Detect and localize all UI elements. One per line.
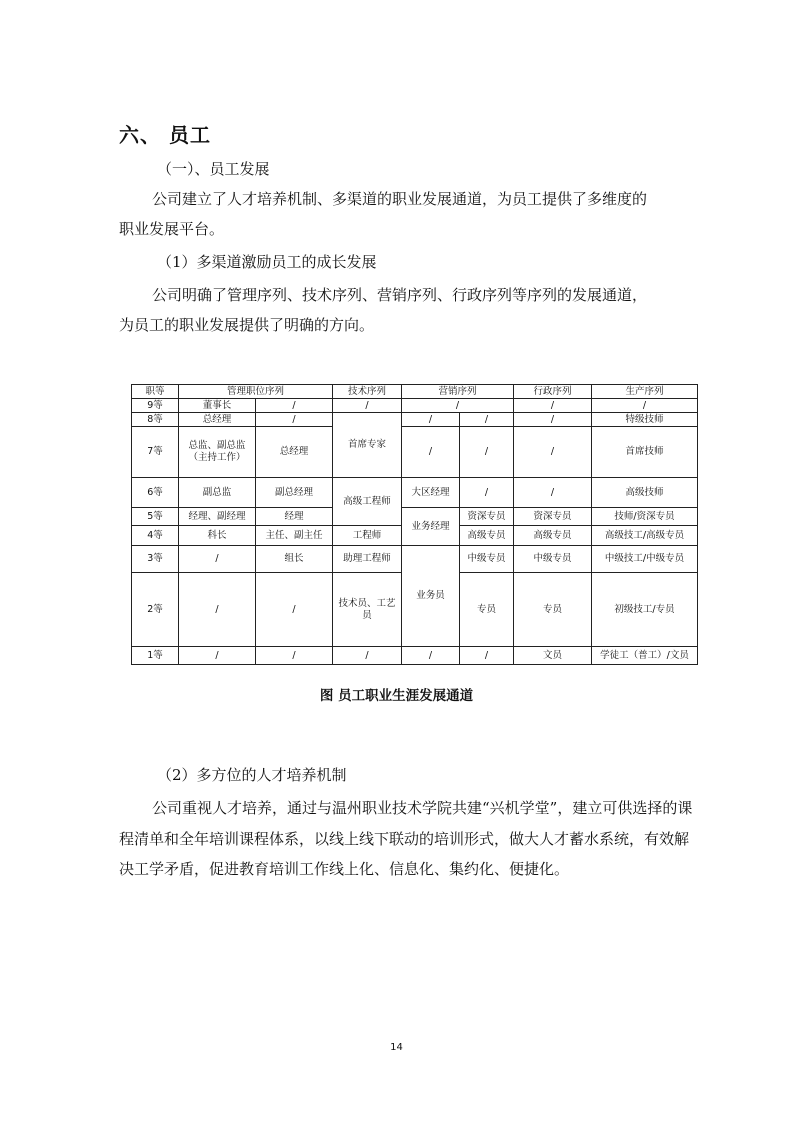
table-cell: 首席技师 <box>592 427 698 478</box>
table-cell: 副总监 <box>179 478 256 508</box>
table-cell: / <box>333 647 402 665</box>
grade-cell: 2等 <box>132 573 179 647</box>
grade-cell: 1等 <box>132 647 179 665</box>
table-cell: 主任、副主任 <box>256 526 333 546</box>
table-cell: / <box>592 399 698 413</box>
table-cell: 科长 <box>179 526 256 546</box>
paragraph-1-line-2: 职业发展平台。 <box>119 220 225 238</box>
table-row <box>132 546 698 573</box>
paragraph-3-line-1: 公司重视人才培养，通过与温州职业技术学院共建“兴机学堂”，建立可供选择的课 <box>152 799 693 817</box>
table-cell: / <box>402 399 514 413</box>
table-cell: / <box>179 573 256 647</box>
grade-cell: 7等 <box>132 427 179 478</box>
table-cell: / <box>179 647 256 665</box>
grade-cell: 3等 <box>132 546 179 573</box>
table-row <box>132 427 698 478</box>
grade-cell: 8等 <box>132 413 179 427</box>
table-cell: 中级专员 <box>460 546 514 573</box>
table-row <box>132 647 698 665</box>
table-row <box>132 478 698 508</box>
table-cell: 中级专员 <box>514 546 592 573</box>
table-cell: 经理、副经理 <box>179 508 256 526</box>
table-cell: 总经理 <box>179 413 256 427</box>
subheading-multichannel: （1）多渠道激励员工的成长发展 <box>157 253 377 271</box>
table-cell: / <box>256 399 333 413</box>
table-cell: 董事长 <box>179 399 256 413</box>
header-marketing: 营销序列 <box>402 385 514 399</box>
table-cell: 资深专员 <box>460 508 514 526</box>
header-admin: 行政序列 <box>514 385 592 399</box>
paragraph-3-line-3: 决工学矛盾，促进教育培训工作线上化、信息化、集约化、便捷化。 <box>119 860 570 878</box>
cell-line: 总监、副总监 <box>188 440 246 451</box>
paragraph-2-line-2: 为员工的职业发展提供了明确的方向。 <box>119 316 375 334</box>
table-cell: 高级专员 <box>514 526 592 546</box>
table-cell: 总经理 <box>256 427 333 478</box>
table-cell: 学徒工（普工）/文员 <box>592 647 698 665</box>
table-cell: 组长 <box>256 546 333 573</box>
header-technical: 技术序列 <box>333 385 402 399</box>
career-path-table <box>131 384 698 665</box>
table-cell: / <box>333 399 402 413</box>
table-cell: / <box>514 413 592 427</box>
table-cell: / <box>256 573 333 647</box>
paragraph-1-line-1: 公司建立了人才培养机制、多渠道的职业发展通道，为员工提供了多维度的 <box>152 190 648 208</box>
cell-line: （主持工作） <box>188 452 246 463</box>
paragraph-2-line-1: 公司明确了管理序列、技术序列、营销序列、行政序列等序列的发展通道， <box>152 286 648 304</box>
table-cell: / <box>256 647 333 665</box>
cell-line: 技术员、工艺 <box>338 597 396 609</box>
page-number: 14 <box>390 1042 403 1053</box>
table-cell: 中级技工/中级专员 <box>592 546 698 573</box>
table-cell: 高级技师 <box>592 478 698 508</box>
table-cell: 经理 <box>256 508 333 526</box>
table-cell: / <box>514 427 592 478</box>
grade-cell: 4等 <box>132 526 179 546</box>
cell-line: 员 <box>362 609 372 621</box>
table-cell: 高级工程师 <box>333 478 402 526</box>
table-cell: 专员 <box>514 573 592 647</box>
table-cell: / <box>460 647 514 665</box>
table-cell: 文员 <box>514 647 592 665</box>
grade-cell: 6等 <box>132 478 179 508</box>
table-cell: 助理工程师 <box>333 546 402 573</box>
table-cell: 首席专家 <box>333 413 402 478</box>
grade-cell: 5等 <box>132 508 179 526</box>
subheading-talent-training: （2）多方位的人才培养机制 <box>157 766 347 784</box>
table-cell: 技师/资深专员 <box>592 508 698 526</box>
table-cell: / <box>402 647 460 665</box>
table-row <box>132 399 698 413</box>
table-cell <box>333 573 402 647</box>
table-cell: 高级专员 <box>460 526 514 546</box>
section-title: 六、 员工 <box>119 123 211 147</box>
figure-caption: 图 员工职业生涯发展通道 <box>319 688 474 704</box>
table-cell: / <box>179 546 256 573</box>
table-cell: 专员 <box>460 573 514 647</box>
table-cell: / <box>460 413 514 427</box>
table-row <box>132 413 698 427</box>
table-cell: 资深专员 <box>514 508 592 526</box>
table-cell: / <box>402 413 460 427</box>
header-management: 管理职位序列 <box>179 385 333 399</box>
table-cell: 高级技工/高级专员 <box>592 526 698 546</box>
table-cell: / <box>402 427 460 478</box>
subheading-employee-development: （一）、员工发展 <box>157 160 270 178</box>
table-row <box>132 508 698 526</box>
table-cell: 业务员 <box>402 546 460 647</box>
table-header-row <box>132 385 698 399</box>
table-cell: 大区经理 <box>402 478 460 508</box>
table-cell: 副总经理 <box>256 478 333 508</box>
table-cell: / <box>460 427 514 478</box>
table-cell: / <box>514 478 592 508</box>
table-cell: / <box>514 399 592 413</box>
table-cell <box>179 427 256 478</box>
paragraph-3-line-2: 程清单和全年培训课程体系，以线上线下联动的培训形式，做大人才蓄水系统，有效解 <box>119 830 690 848</box>
table-cell: / <box>256 413 333 427</box>
table-cell: 业务经理 <box>402 508 460 546</box>
table-cell: 初级技工/专员 <box>592 573 698 647</box>
header-grade: 职等 <box>132 385 179 399</box>
table-cell: 工程师 <box>333 526 402 546</box>
header-production: 生产序列 <box>592 385 698 399</box>
table-cell: 特级技师 <box>592 413 698 427</box>
table-cell: / <box>460 478 514 508</box>
grade-cell: 9等 <box>132 399 179 413</box>
